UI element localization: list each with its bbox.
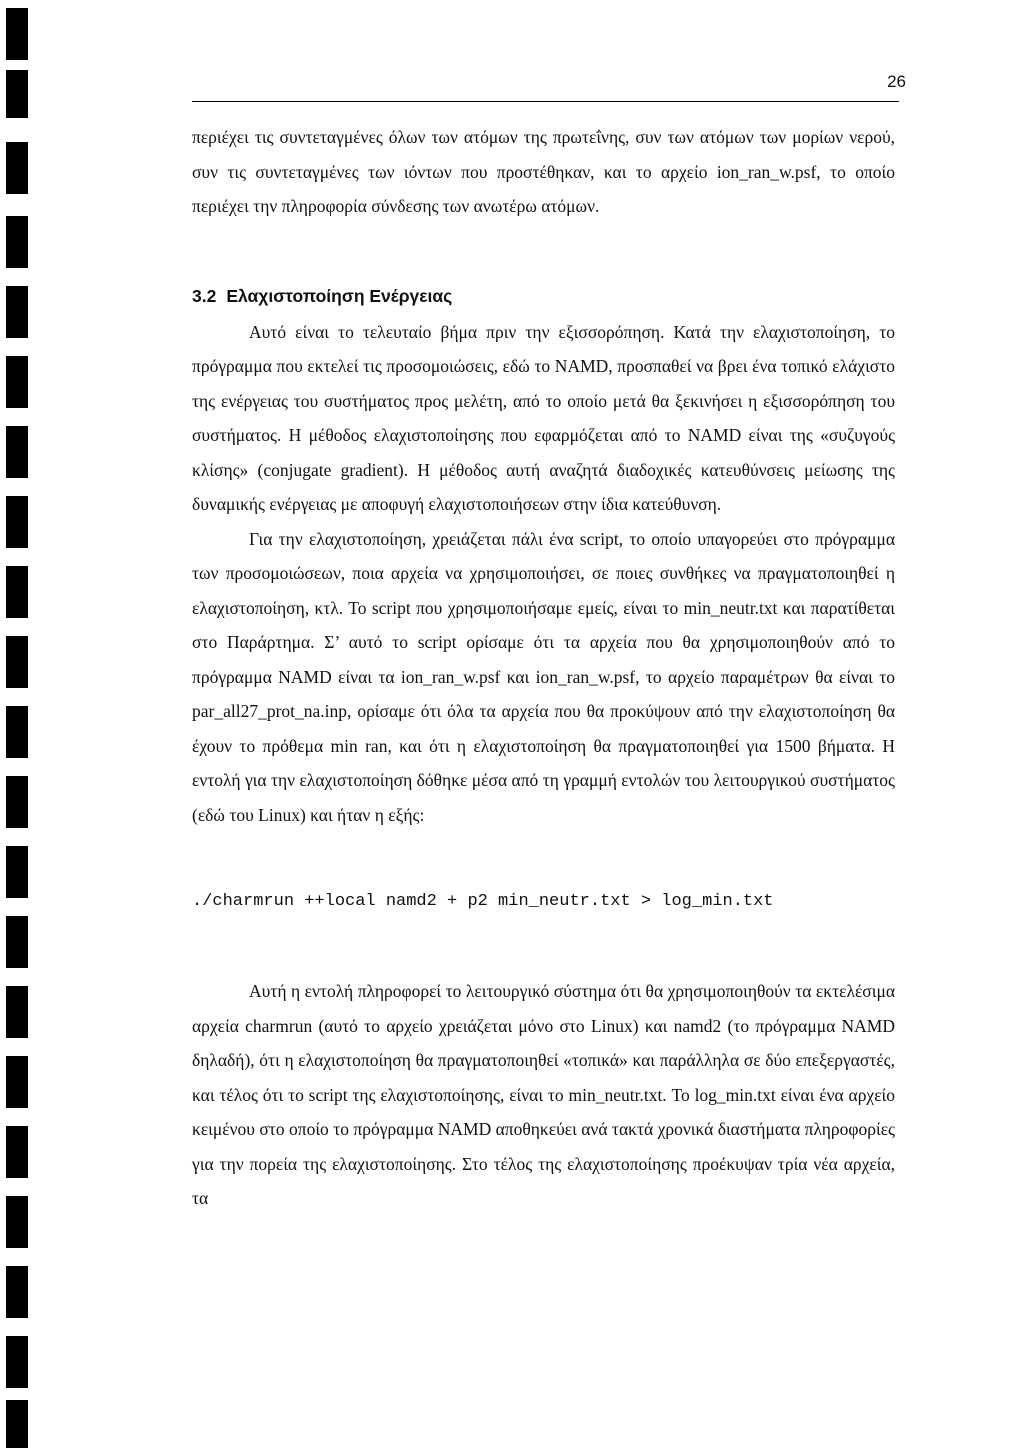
binding-mark <box>6 986 28 1038</box>
binding-mark <box>6 142 28 194</box>
paragraph-minimization-intro: Αυτό είναι το τελευταίο βήμα πριν την εξισσορόπηση. Κατά την ελαχιστοποίηση, το πρόγραμμα που εκτελεί τις προσομοιώσεις, εδώ το NAMD, προσπαθεί να βρει ένα τοπικό ελάχιστο της ενέργειας του συστήματος προς μελέτη, από το οποίο μετά θα ξεκινήσει η εξισσορόπηση του συστήματος. Η μέθοδος ελαχιστοποίησης που εφαρμόζεται από το NAMD είναι της «συζυγούς κλίσης» (conjugate gradient). Η μέθοδος αυτή αναζητά διαδοχικές κατευθύνσεις μείωσης της δυναμικής ενέργειας με αποφυγή ελαχιστοποιήσεων στην ίδια κατεύθυνση. <box>192 321 895 514</box>
section-heading <box>192 279 895 313</box>
header-rule <box>192 101 899 102</box>
binding-mark <box>6 846 28 898</box>
binding-mark <box>6 1126 28 1178</box>
page-body <box>192 120 895 1216</box>
binding-mark <box>6 216 28 268</box>
binding-mark <box>6 1400 28 1448</box>
binding-mark <box>6 776 28 828</box>
section-title: Ελαχιστοποίηση Ενέργειας <box>226 285 453 306</box>
binding-mark <box>6 706 28 758</box>
binding-mark <box>6 496 28 548</box>
paragraph-minimization-script: Για την ελαχιστοποίηση, χρειάζεται πάλι ένα script, το οποίο υπαγορεύει στο πρόγραμμα των προσομοιώσεων, ποια αρχεία να χρησιμοποιήσει, σε ποιες συνθήκες να πραγματοποιηθεί η ελαχιστοποίηση, κτλ. Το script που χρησιμοποιήσαμε εμείς, είναι το min_neutr.txt και παρατίθεται στο Παράρτημα. Σ’ αυτό το script ορίσαμε ότι τα αρχεία που θα χρησιμοποιηθούν από το πρόγραμμα NAMD είναι τα ion_ran_w.psf και ion_ran_w.psf, το αρχείο παραμέτρων θα είναι το par_all27_prot_na.inp, ορίσαμε ότι όλα τα αρχεία που θα προκύψουν από την ελαχιστοποίηση θα έχουν το πρόθεμα min ran, και ότι η ελαχιστοποίηση θα πραγματοποιηθεί για 1500 βήματα. Η εντολή για την ελαχιστοποίηση δόθηκε μέσα από τη γραμμή εντολών του λειτουργικού συστήματος (εδώ του Linux) και ήταν η εξής: <box>192 528 895 825</box>
binding-hole-marks <box>0 0 60 1451</box>
binding-mark <box>6 916 28 968</box>
page-number: 26 <box>887 72 906 91</box>
binding-mark <box>6 286 28 338</box>
binding-mark <box>6 70 28 118</box>
binding-mark <box>6 566 28 618</box>
binding-mark <box>6 356 28 408</box>
binding-mark <box>6 8 28 60</box>
binding-mark <box>6 1266 28 1318</box>
binding-mark <box>6 636 28 688</box>
binding-mark <box>6 1196 28 1248</box>
binding-mark <box>6 1336 28 1388</box>
paragraph-command-explanation: Αυτή η εντολή πληροφορεί το λειτουργικό σύστημα ότι θα χρησιμοποιηθούν τα εκτελέσιμα αρχεία charmrun (αυτό το αρχείο χρειάζεται μόνο στο Linux) και namd2 (το πρόγραμμα NAMD δηλαδή), ότι η ελαχιστοποίηση θα πραγματοποιηθεί «τοπικά» και παράλληλα σε δύο επεξεργαστές, και τέλος ότι το script της ελαχιστοποίησης, είναι το min_neutr.txt. Το log_min.txt είναι ένα αρχείο κειμένου στο οποίο το πρόγραμμα NAMD αποθηκεύει ανά τακτά χρονικά διαστήματα πληροφορίες για την πορεία της ελαχιστοποίησης. Στο τέλος της ελαχιστοποίησης προέκυψαν τρία νέα αρχεία, τα <box>192 981 895 1208</box>
section-number: 3.2 <box>192 285 217 306</box>
binding-mark <box>6 426 28 478</box>
command-line: ./charmrun ++local namd2 + p2 min_neutr.txt > log_min.txt <box>192 892 774 911</box>
binding-mark <box>6 1056 28 1108</box>
paragraph-continuation: περιέχει τις συντεταγμένες όλων των ατόμων της πρωτεΐνης, συν των ατόμων των μορίων νερού, συν τις συντεταγμένες των ιόντων που προστέθηκαν, και το αρχείο ion_ran_w.psf, το οποίο περιέχει την πληροφορία σύνδεσης των ανωτέρω ατόμων. <box>192 127 895 216</box>
